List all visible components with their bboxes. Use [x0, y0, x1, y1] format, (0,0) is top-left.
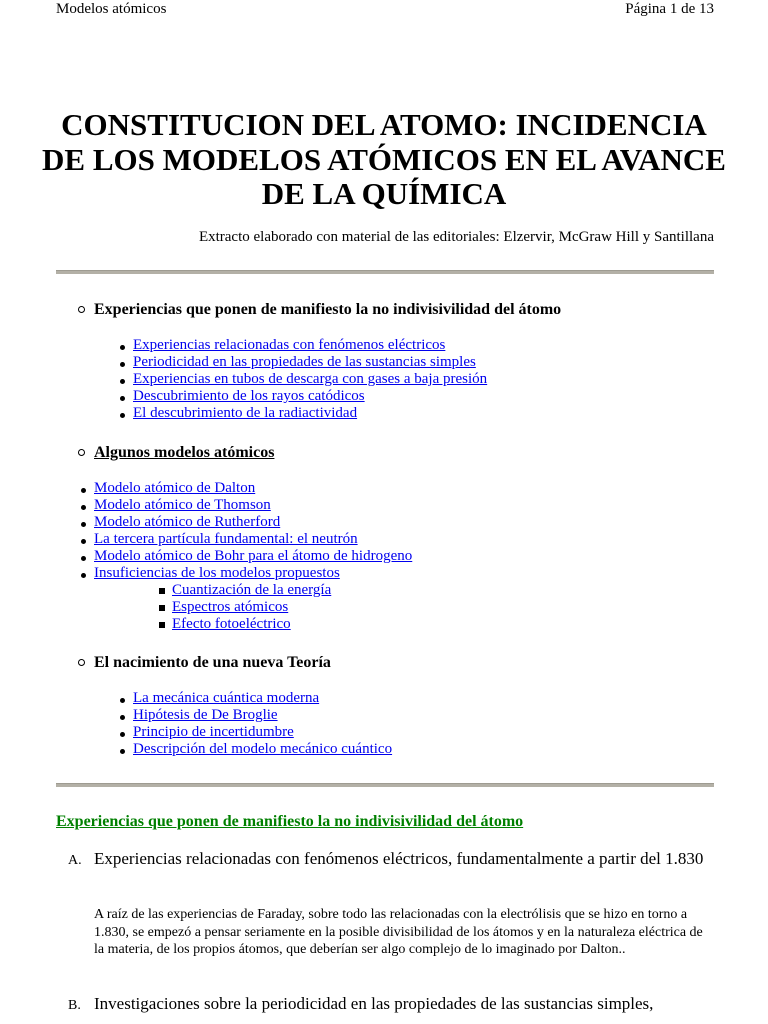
toc-link[interactable]: Principio de incertidumbre	[133, 724, 294, 740]
list-item	[94, 497, 412, 514]
item-title: Experiencias relacionadas con fenómenos eléctricos, fundamentalmente a partir del 1.830	[94, 849, 704, 868]
bullet-icon	[120, 396, 125, 401]
item-paragraph: A raíz de las experiencias de Faraday, sobre todo las relacionadas con la electrólisis que se hizo en torno a 1.830, se empezó a pensar seriamente en la posible divisibilidad de los átomos y en la naturaleza eléctrica de la materia, de los propios átomos, que deberían ser algo complejo de lo imaginado por Dalton..	[94, 907, 703, 957]
toc-link[interactable]: Modelo atómico de Dalton	[94, 480, 256, 496]
bullet-icon	[120, 698, 125, 703]
bullet-icon	[120, 345, 125, 350]
list-item	[133, 707, 392, 724]
list-item	[172, 582, 331, 599]
toc-link[interactable]: Experiencias en tubos de descarga con gases a baja presión	[133, 371, 488, 387]
list-item	[94, 514, 412, 531]
header-page-number: Página 1 de 13	[625, 1, 714, 17]
list-item	[94, 548, 412, 565]
toc-link[interactable]: Experiencias relacionadas con fenómenos eléctricos	[133, 337, 446, 353]
toc-link[interactable]: Efecto fotoeléctrico	[172, 616, 291, 632]
divider	[56, 783, 714, 787]
subtitle: Extracto elaborado con material de las editoriales: Elzervir, McGraw Hill y Santillana	[198, 229, 714, 245]
header-doc-title: Modelos atómicos	[56, 1, 167, 17]
bullet-icon	[120, 715, 125, 720]
list-item	[94, 565, 412, 582]
toc-link[interactable]: Modelo atómico de Bohr para el átomo de hidrogeno	[94, 548, 413, 564]
toc-section-heading: El nacimiento de una nueva Teoría	[78, 653, 331, 673]
list-item	[172, 616, 331, 633]
toc-link[interactable]: Periodicidad en las propiedades de las sustancias simples	[133, 354, 476, 370]
bullet-icon	[81, 556, 86, 561]
page-title: CONSTITUCION DEL ATOMO: INCIDENCIA DE LOS MODELOS ATÓMICOS EN EL AVANCE DE LA QUÍMICA	[42, 107, 726, 211]
toc-link[interactable]: Modelo atómico de Thomson	[94, 497, 271, 513]
list-item	[133, 337, 487, 354]
item-marker: A.	[68, 853, 82, 868]
bullet-icon	[81, 522, 86, 527]
toc-sublink-list	[172, 582, 331, 633]
toc-link[interactable]: Modelo atómico de Rutherford	[94, 514, 281, 530]
toc-link[interactable]: Descripción del modelo mecánico cuántico	[133, 741, 393, 757]
circle-bullet-icon	[78, 659, 85, 666]
square-bullet-icon	[159, 605, 165, 611]
bullet-icon	[81, 505, 86, 510]
toc-link[interactable]: Descubrimiento de los rayos catódicos	[133, 388, 365, 404]
bullet-icon	[120, 413, 125, 418]
bullet-icon	[120, 379, 125, 384]
bullet-icon	[120, 749, 125, 754]
toc-link[interactable]: El descubrimiento de la radiactividad	[133, 405, 358, 421]
circle-bullet-icon	[78, 449, 85, 456]
toc-link-list	[133, 337, 487, 422]
toc-section-heading: Experiencias que ponen de manifiesto la no indivisivilidad del átomo	[78, 300, 561, 320]
list-item	[133, 371, 487, 388]
bullet-icon	[120, 732, 125, 737]
toc-link[interactable]: La tercera partícula fundamental: el neutrón	[94, 531, 358, 547]
toc-link[interactable]: Insuficiencias de los modelos propuestos	[94, 565, 340, 581]
toc-link[interactable]: La mecánica cuántica moderna	[133, 690, 320, 706]
list-item	[133, 741, 392, 758]
toc-link-list	[94, 480, 412, 582]
list-item	[94, 531, 412, 548]
list-item	[94, 480, 412, 497]
list-item	[133, 354, 487, 371]
list-item	[133, 690, 392, 707]
bullet-icon	[81, 573, 86, 578]
list-item	[133, 405, 487, 422]
item-marker: B.	[68, 998, 81, 1013]
bullet-icon	[81, 488, 86, 493]
square-bullet-icon	[159, 588, 165, 594]
list-item	[133, 388, 487, 405]
list-item	[172, 599, 331, 616]
circle-bullet-icon	[78, 306, 85, 313]
toc-link-list	[133, 690, 392, 758]
section-heading-link[interactable]: Experiencias que ponen de manifiesto la no indivisivilidad del átomo	[56, 813, 524, 830]
list-item	[133, 724, 392, 741]
bullet-icon	[81, 539, 86, 544]
item-title: Investigaciones sobre la periodicidad en las propiedades de las sustancias simples,	[94, 994, 654, 1013]
toc-link[interactable]: Espectros atómicos	[172, 599, 289, 615]
toc-link[interactable]: Hipótesis de De Broglie	[133, 707, 278, 723]
square-bullet-icon	[159, 622, 165, 628]
toc-section-heading: Algunos modelos atómicos	[78, 443, 274, 463]
divider	[56, 270, 714, 274]
bullet-icon	[120, 362, 125, 367]
page-header	[56, 0, 714, 20]
toc-link[interactable]: Cuantización de la energía	[172, 582, 332, 598]
